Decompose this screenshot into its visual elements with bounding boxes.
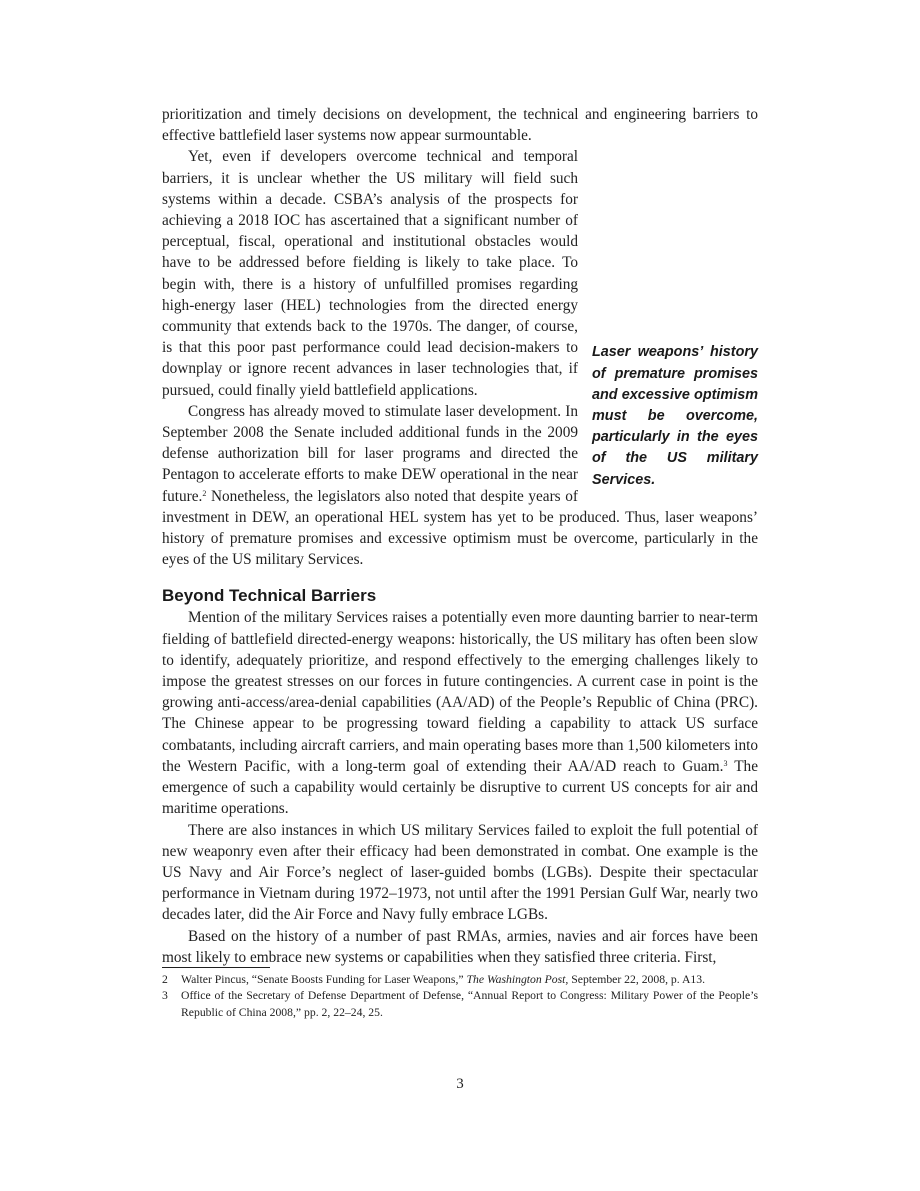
paragraph-2-text: Yet, even if developers overcome technical and temporal barriers, it is unclear whether the US military will field such systems within a decade. CSBA’s analysis of the prospects for achieving a 2018 IOC has ascertained that a significant number of perceptual, fiscal, operational and institutional obstacles would have to be addressed before fielding is likely to take place. To begin with, there is a history of unfulfilled promises regarding high-energy laser (HEL) technologies from the directed energy community that extends back to the 1970s. The danger, of course, is that this poor past performance could lead decision-makers to downplay or ignore recent advances in laser technologies that, if pursued, could finally yield battlefield applications. (162, 148, 578, 399)
paragraph-4-text-b: The emergence of such a capability would certainly be disruptive to current US concepts for air and maritime operations. (162, 757, 758, 818)
paragraph-4-text-a: Mention of the military Services raises a potentially even more daunting barrier to near-term fielding of battlefield directed-energy weapons: historically, the US military has often been slow to identify, adequately prioritize, and respond effectively to the emerging challenges likely to impose the greatest stresses on our forces in future contingencies. A current case in point is the growing anti-access/area-denial capabilities (AA/AD) of the People’s Republic of China (PRC). The Chinese appear to be progressing toward fielding a capability to attack US surface combatants, including aircraft carriers, and main operating bases more than 1,500 kilometers into the Western Pacific, with a long-term goal of extending their AA/AD reach to Guam. (162, 609, 758, 775)
paragraph-3-text-a: Congress has already moved to stimulate laser development. In September 2008 the Senate included additional funds in the 2009 defense authorization bill for laser programs and directed the Pentagon to accelerate efforts to make DEW operational in the near future. (162, 402, 578, 505)
paragraph-1: prioritization and timely decisions on development, the technical and engineering barriers to effective battlefield laser systems now appear surmountable. (162, 106, 758, 145)
paragraph-4 (162, 607, 758, 819)
footnote-text (181, 988, 758, 1021)
footnote-text-b: September 22, 2008, p. A13. (568, 973, 706, 986)
page-number: 3 (456, 1076, 464, 1092)
footnote-number: 3 (162, 989, 168, 1003)
footnote (162, 988, 758, 1021)
footnote-ref-3[interactable]: 3 (723, 758, 728, 768)
paragraph-6: Based on the history of a number of past RMAs, armies, navies and air forces have been most likely to embrace new systems or capabilities when they satisfied three criteria. First, (162, 927, 758, 966)
paragraph-3-text-b: Nonetheless, the legislators also noted that despite years of investment in DEW, an operational HEL system has yet to be produced. Thus, laser weapons’ history of premature promises and excessive optimism must be overcome, particularly in the eyes of the US military Services. (162, 487, 758, 569)
footnote-divider (162, 967, 270, 968)
paragraph-5: There are also instances in which US military Services failed to exploit the full potential of new weaponry even after their efficacy had been demonstrated in combat. One example is the US Navy and Air Force’s neglect of laser-guided bombs (LGBs). Despite their spectacular performance in Vietnam during 1972–1973, not until after the 1991 Persian Gulf War, nearly two decades later, did the Air Force and Navy fully embrace LGBs. (162, 821, 758, 924)
footnote-text-a: Walter Pincus, “Senate Boosts Funding for Laser Weapons,” (181, 973, 467, 986)
section-heading: Beyond Technical Barriers (162, 586, 377, 606)
footnote-number: 2 (162, 973, 168, 986)
footnote-ref-2[interactable]: 2 (202, 488, 207, 498)
pull-quote: Laser weapons’ history of premature promises and excessive optimism must be overcome, particularly in the eyes of the US military Services. (592, 344, 758, 488)
footnote-text-a: Office of the Secretary of Defense Department of Defense, “Annual Report to Congress: Military Power of the People’s Republic of China 2008,” pp. 2, 22–24, 25. (181, 989, 758, 1019)
footnote-text (181, 972, 758, 988)
footnotes (162, 972, 758, 1021)
footnote-publication: The Washington Post, (466, 973, 569, 986)
footnote (162, 972, 758, 988)
page-body (162, 104, 758, 968)
